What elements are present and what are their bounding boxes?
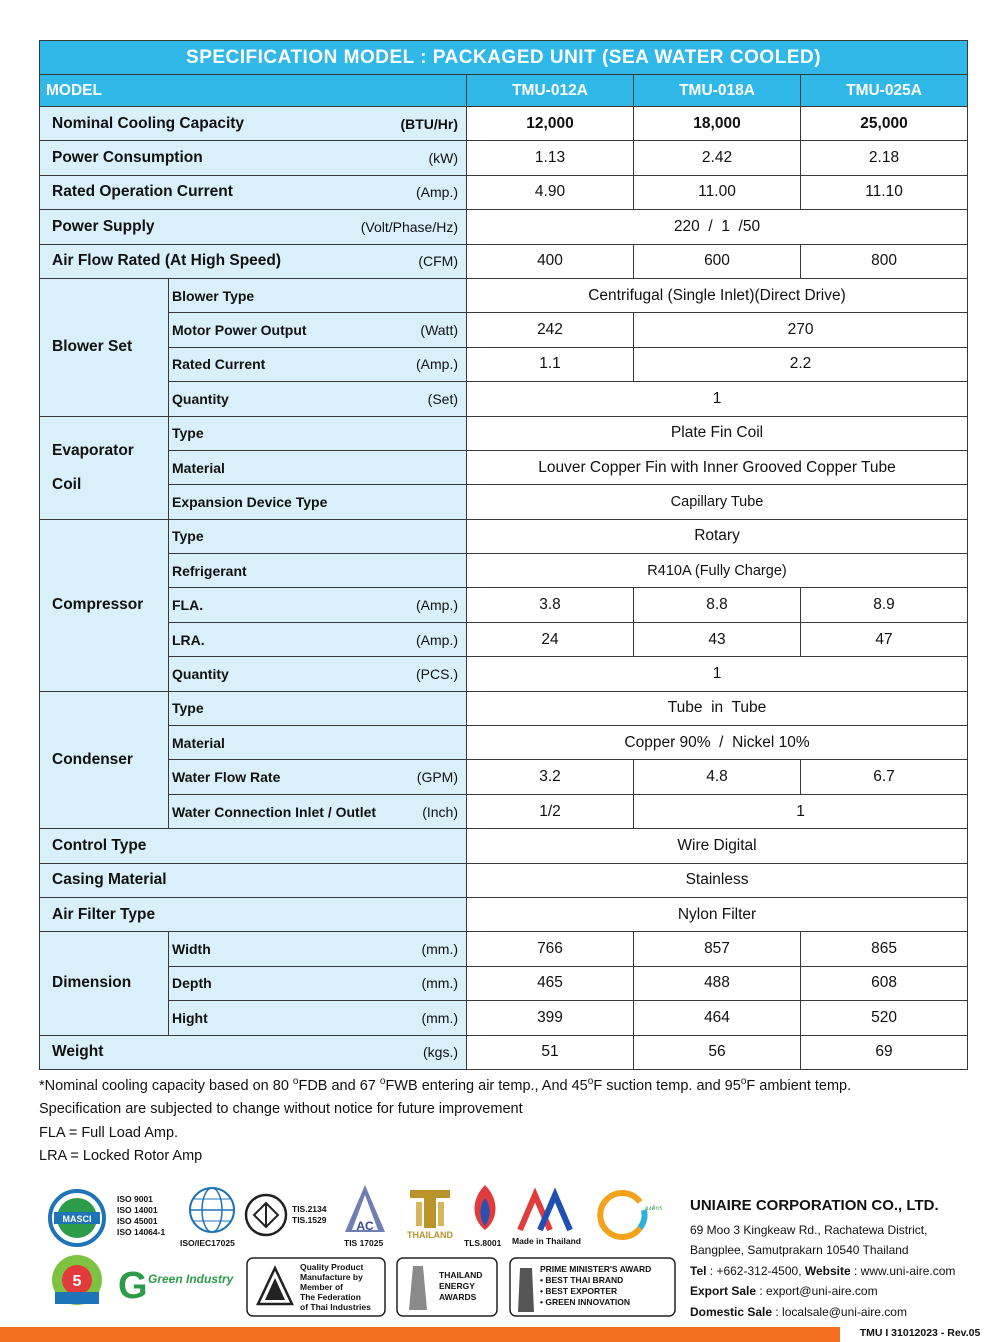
svg-text:AWARDS: AWARDS	[439, 1292, 477, 1302]
air-filter-value: Nylon Filter	[467, 897, 968, 931]
fla-unit: (Amp.)	[416, 597, 458, 614]
svg-text:TIS 17025: TIS 17025	[344, 1238, 384, 1248]
motor-power-unit: (Watt)	[420, 322, 458, 339]
iec-globe-icon	[190, 1188, 234, 1232]
table-row	[40, 622, 968, 656]
table-row	[40, 691, 968, 725]
weight-label: Weight	[52, 1043, 104, 1061]
nominal-capacity-value: 12,000	[467, 107, 634, 141]
company-name: UNIAIRE CORPORATION CO., LTD.	[690, 1197, 939, 1214]
table-row	[40, 863, 968, 897]
table-row	[40, 416, 968, 450]
model-header-row	[40, 75, 968, 107]
tls-flame-icon	[474, 1185, 495, 1230]
air-filter-label: Air Filter Type	[52, 905, 156, 923]
water-connection-value: 1	[634, 794, 968, 828]
compressor-group: Compressor	[40, 519, 169, 691]
depth-value: 465	[467, 966, 634, 1000]
depth-unit: (mm.)	[421, 975, 458, 992]
lra-value: 43	[634, 622, 801, 656]
table-row	[40, 347, 968, 381]
blower-quantity-value: 1	[467, 382, 968, 416]
svg-text:TIS.1529: TIS.1529	[292, 1215, 327, 1225]
motor-power-value: 270	[634, 313, 968, 347]
nominal-capacity-label: Nominal Cooling Capacity	[52, 114, 245, 132]
company-address-2: Bangplee, Samutprakarn 10540 Thailand	[690, 1243, 909, 1257]
company-info	[690, 1196, 970, 1322]
weight-value: 69	[801, 1035, 968, 1069]
green-industry-logo	[118, 1265, 235, 1307]
height-value: 399	[467, 1001, 634, 1035]
table-row	[40, 588, 968, 622]
height-unit: (mm.)	[421, 1009, 458, 1026]
svg-text:• BEST THAI BRAND: • BEST THAI BRAND	[540, 1275, 624, 1285]
depth-value: 488	[634, 966, 801, 1000]
svg-text:ENERGY: ENERGY	[439, 1281, 475, 1291]
weight-unit: (kgs.)	[423, 1044, 458, 1061]
footer-bar	[0, 1327, 840, 1342]
compressor-quantity-unit: (PCS.)	[416, 665, 458, 682]
certification-logos	[40, 1180, 680, 1320]
depth-value: 608	[801, 966, 968, 1000]
table-row	[40, 519, 968, 553]
lra-label: LRA.	[172, 631, 205, 648]
svg-text:• GREEN INNOVATION: • GREEN INNOVATION	[540, 1297, 631, 1307]
depth-label: Depth	[172, 975, 212, 992]
blower-quantity-unit: (Set)	[427, 390, 458, 407]
table-row	[40, 244, 968, 278]
power-consumption-value: 1.13	[467, 141, 634, 175]
table-row	[40, 966, 968, 1000]
expansion-device-value: Capillary Tube	[467, 485, 968, 519]
motor-power-label: Motor Power Output	[172, 322, 307, 339]
company-domestic-sale: Domestic Sale : localsale@uni-aire.com	[690, 1304, 907, 1319]
evaporator-coil-group	[40, 416, 169, 519]
table-row	[40, 107, 968, 141]
rated-current-unit: (Amp.)	[416, 184, 458, 201]
svg-text:THAILAND: THAILAND	[407, 1230, 453, 1240]
width-value: 766	[467, 932, 634, 966]
height-label: Hight	[172, 1009, 208, 1026]
svg-text:TLS.8001: TLS.8001	[464, 1238, 502, 1248]
power-consumption-value: 2.18	[801, 141, 968, 175]
company-export-sale: Export Sale : export@uni-aire.com	[690, 1284, 878, 1298]
svg-text:AC: AC	[356, 1219, 374, 1233]
svg-text:Quality Product: Quality Product	[300, 1262, 364, 1272]
blower-quantity-label: Quantity	[172, 390, 229, 407]
table-row	[40, 829, 968, 863]
rated-current-value: 11.00	[634, 175, 801, 209]
note-lra: LRA = Locked Rotor Amp	[39, 1148, 203, 1165]
table-row	[40, 175, 968, 209]
rated-current-label: Rated Operation Current	[52, 183, 233, 201]
svg-text:TIS.2134: TIS.2134	[292, 1204, 327, 1214]
compressor-quantity-value: 1	[467, 657, 968, 691]
blower-current-label: Rated Current	[172, 356, 266, 373]
fla-value: 8.9	[801, 588, 968, 622]
energy-awards-badge	[397, 1258, 497, 1316]
table-row	[40, 141, 968, 175]
svg-text:• BEST EXPORTER: • BEST EXPORTER	[540, 1286, 618, 1296]
power-consumption-value: 2.42	[634, 141, 801, 175]
svg-text:ISO 14001: ISO 14001	[117, 1205, 158, 1215]
thailand-trust-icon	[410, 1190, 450, 1228]
model-tmu-025a: TMU-025A	[801, 75, 968, 107]
evaporator-type-value: Plate Fin Coil	[467, 416, 968, 450]
power-supply-unit: (Volt/Phase/Hz)	[360, 218, 458, 235]
blower-type-value: Centrifugal (Single Inlet)(Direct Drive)	[467, 278, 968, 312]
table-row	[40, 485, 968, 519]
blower-current-value: 1.1	[467, 347, 634, 381]
width-label: Width	[172, 941, 211, 958]
width-value: 865	[801, 932, 968, 966]
svg-text:Made in Thailand: Made in Thailand	[512, 1236, 581, 1246]
table-row	[40, 794, 968, 828]
evaporator-label: Evaporator	[52, 441, 134, 459]
compressor-quantity-label: Quantity	[172, 665, 229, 682]
svg-text:MASCI: MASCI	[62, 1214, 92, 1224]
dimension-group: Dimension	[40, 932, 169, 1035]
note-change-notice: Specification are subjected to change without notice for future improvement	[39, 1101, 523, 1118]
prime-minister-award-badge	[510, 1258, 675, 1316]
rated-current-value: 4.90	[467, 175, 634, 209]
coil-label: Coil	[52, 475, 82, 493]
water-flow-value: 3.2	[467, 760, 634, 794]
spec-table	[39, 40, 968, 1070]
company-contact: Tel : +662-312-4500, Website : www.uni-aire.com	[690, 1263, 956, 1278]
iso-list	[117, 1194, 165, 1237]
water-connection-label: Water Connection Inlet / Outlet	[172, 803, 377, 820]
control-type-value: Wire Digital	[467, 829, 968, 863]
svg-text:Member of: Member of	[300, 1282, 343, 1292]
table-row	[40, 760, 968, 794]
power-supply-value: 220 / 1 /50	[467, 210, 968, 244]
table-row	[40, 450, 968, 484]
lra-value: 24	[467, 622, 634, 656]
star-badge-icon	[52, 1255, 102, 1305]
svg-text:Green Industry: Green Industry	[148, 1272, 234, 1286]
blower-current-unit: (Amp.)	[416, 356, 458, 373]
table-row	[40, 554, 968, 588]
table-row	[40, 382, 968, 416]
condenser-material-value: Copper 90% / Nickel 10%	[467, 726, 968, 760]
nominal-capacity-unit: (BTU/Hr)	[400, 115, 458, 132]
tis17025-icon	[345, 1185, 385, 1233]
tis-icon	[246, 1195, 286, 1235]
condenser-type-value: Tube in Tube	[467, 691, 968, 725]
air-flow-value: 400	[467, 244, 634, 278]
svg-text:ISO 14064-1: ISO 14064-1	[117, 1227, 166, 1237]
green-organization-icon	[600, 1193, 663, 1237]
model-tmu-012a: TMU-012A	[467, 75, 634, 107]
power-consumption-label: Power Consumption	[52, 149, 203, 167]
compressor-type-label: Type	[169, 519, 467, 553]
masci-logo	[50, 1191, 104, 1245]
control-type-label: Control Type	[52, 836, 147, 854]
table-row	[40, 1035, 968, 1069]
condenser-material-label: Material	[169, 726, 467, 760]
blower-current-value: 2.2	[634, 347, 968, 381]
weight-value: 51	[467, 1035, 634, 1069]
fla-value: 3.8	[467, 588, 634, 622]
power-consumption-unit: (kW)	[428, 150, 458, 167]
refrigerant-value: R410A (Fully Charge)	[467, 554, 968, 588]
blower-set-group: Blower Set	[40, 278, 169, 416]
svg-text:The Federation: The Federation	[300, 1292, 361, 1302]
air-flow-unit: (CFM)	[418, 253, 458, 270]
footnotes	[39, 1070, 851, 1169]
table-title: SPECIFICATION MODEL : PACKAGED UNIT (SEA WATER COOLED)	[40, 41, 968, 75]
width-unit: (mm.)	[421, 941, 458, 958]
water-flow-value: 6.7	[801, 760, 968, 794]
svg-text:PRIME MINISTER'S AWARD: PRIME MINISTER'S AWARD	[540, 1264, 652, 1274]
svg-text:THAILAND: THAILAND	[439, 1270, 483, 1280]
evaporator-material-value: Louver Copper Fin with Inner Grooved Copper Tube	[467, 450, 968, 484]
water-flow-value: 4.8	[634, 760, 801, 794]
fla-label: FLA.	[172, 597, 204, 614]
table-row	[40, 210, 968, 244]
svg-text:ISO 45001: ISO 45001	[117, 1216, 158, 1226]
weight-value: 56	[634, 1035, 801, 1069]
compressor-type-value: Rotary	[467, 519, 968, 553]
width-value: 857	[634, 932, 801, 966]
made-in-thailand-icon	[520, 1195, 570, 1230]
casing-material-value: Stainless	[467, 863, 968, 897]
svg-text:of Thai Industries: of Thai Industries	[300, 1302, 371, 1312]
iec-label: ISO/IEC17025	[180, 1238, 235, 1248]
water-connection-value: 1/2	[467, 794, 634, 828]
table-row	[40, 932, 968, 966]
svg-text:Manufacture by: Manufacture by	[300, 1272, 363, 1282]
lra-value: 47	[801, 622, 968, 656]
model-tmu-018a: TMU-018A	[634, 75, 801, 107]
water-flow-unit: (GPM)	[416, 769, 458, 786]
rated-current-value: 11.10	[801, 175, 968, 209]
expansion-device-label: Expansion Device Type	[169, 485, 467, 519]
air-flow-label: Air Flow Rated (At High Speed)	[52, 252, 282, 270]
note-fla: FLA = Full Load Amp.	[39, 1124, 179, 1141]
table-row	[40, 1001, 968, 1035]
air-flow-value: 600	[634, 244, 801, 278]
nominal-capacity-value: 25,000	[801, 107, 968, 141]
svg-text:องค์กร: องค์กร	[645, 1206, 663, 1212]
evaporator-type-label: Type	[169, 416, 467, 450]
fla-value: 8.8	[634, 588, 801, 622]
casing-material-label: Casing Material	[52, 871, 167, 889]
table-row	[40, 313, 968, 347]
table-row	[40, 278, 968, 312]
quality-product-badge	[247, 1258, 385, 1316]
height-value: 464	[634, 1001, 801, 1035]
height-value: 520	[801, 1001, 968, 1035]
motor-power-value: 242	[467, 313, 634, 347]
svg-text:G: G	[118, 1265, 148, 1307]
table-row	[40, 897, 968, 931]
table-row	[40, 726, 968, 760]
evaporator-material-label: Material	[169, 450, 467, 484]
blower-type-label: Blower Type	[169, 278, 467, 312]
table-row	[40, 657, 968, 691]
nominal-capacity-value: 18,000	[634, 107, 801, 141]
svg-text:5: 5	[72, 1273, 82, 1290]
document-revision: TMU I 31012023 - Rev.05	[859, 1327, 981, 1339]
power-supply-label: Power Supply	[52, 217, 155, 235]
note-nominal-basis: *Nominal cooling capacity based on 80 $^o$FDB and 67 $^o$FWB entering air temp., And 45$^o$F suction temp. and 95$^o$F ambient temp.	[39, 1076, 852, 1094]
condenser-type-label: Type	[169, 691, 467, 725]
water-connection-unit: (Inch)	[422, 803, 458, 820]
company-address-1: 69 Moo 3 Kingkeaw Rd., Rachatewa District,	[690, 1222, 928, 1237]
model-header: MODEL	[40, 75, 467, 107]
svg-text:ISO 9001: ISO 9001	[117, 1194, 153, 1204]
air-flow-value: 800	[801, 244, 968, 278]
table-title-row	[40, 41, 968, 75]
condenser-group: Condenser	[40, 691, 169, 829]
lra-unit: (Amp.)	[416, 631, 458, 648]
refrigerant-label: Refrigerant	[169, 554, 467, 588]
water-flow-label: Water Flow Rate	[172, 769, 281, 786]
